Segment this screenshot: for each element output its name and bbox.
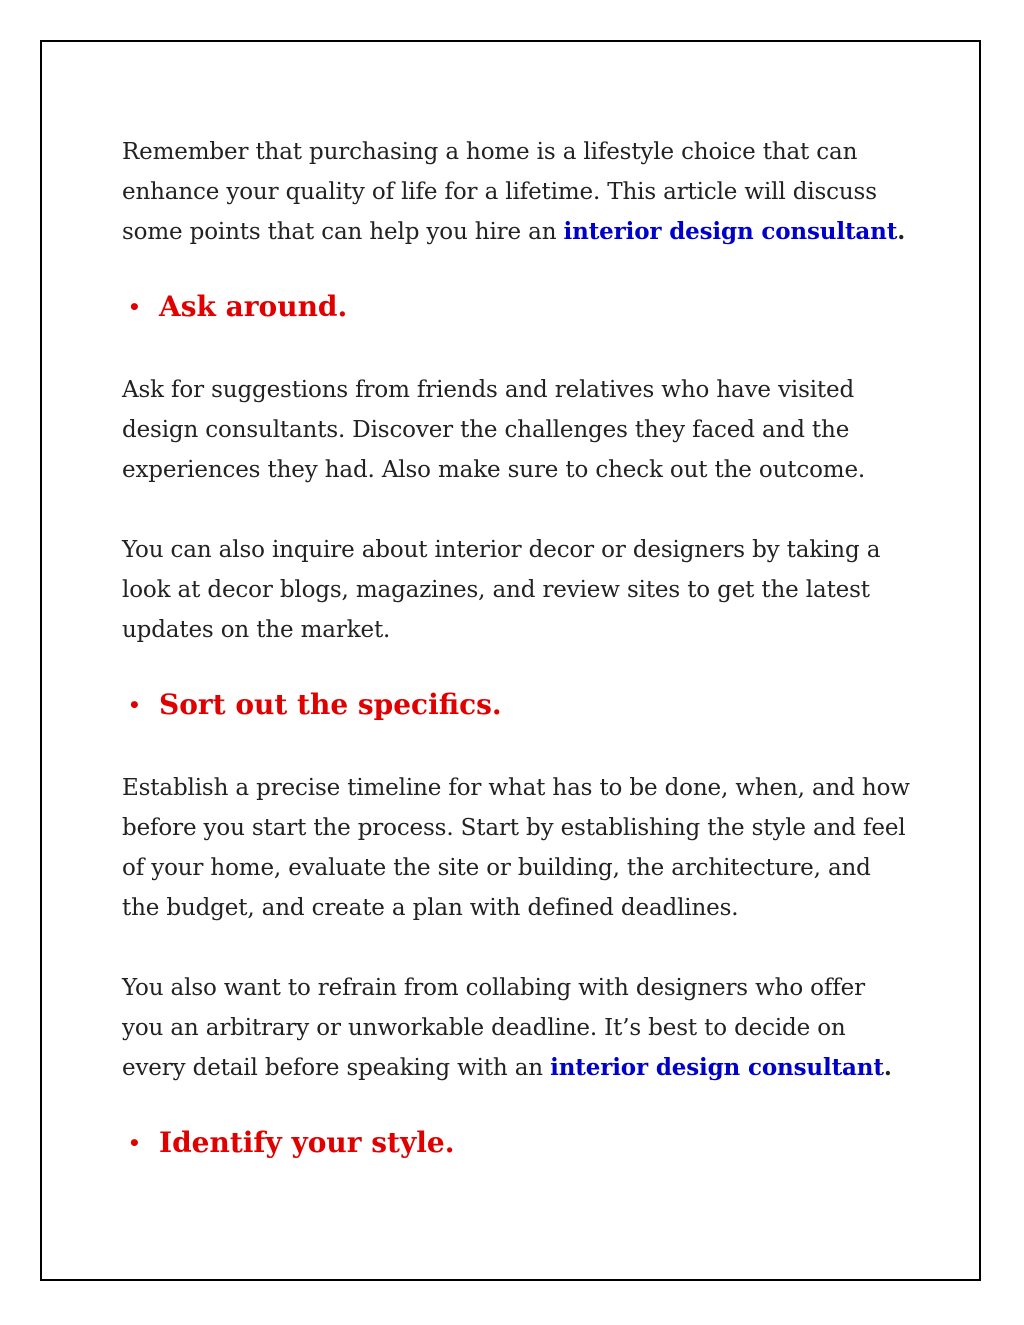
paragraph-refrain <box>122 968 912 1088</box>
paragraph-suggestions: Ask for suggestions from friends and relatives who have visited design consultants. Discover the challenges they faced and the experiences they had. Also make sure to check out the outcome. <box>122 377 866 483</box>
paragraph-timeline: Establish a precise timeline for what has to be done, when, and how before you start the process. Start by establishing the style and feel of your home, evaluate the site or building, the architecture, and the budget, and create a plan with defined deadlines. <box>122 775 910 921</box>
article-content <box>122 132 912 1163</box>
bullet-icon: • <box>128 693 141 717</box>
heading-sort-specifics <box>122 685 912 725</box>
heading-identify-style-text: Identify your style. <box>159 1126 455 1159</box>
page-frame <box>40 40 981 1281</box>
bullet-icon: • <box>128 295 141 319</box>
interior-design-consultant-link-2[interactable]: interior design consultant <box>550 1054 884 1081</box>
paragraph-inquire: You can also inquire about interior decor or designers by taking a look at decor blogs, magazines, and review sites to get the latest updates on the market. <box>122 537 881 643</box>
intro-period: . <box>897 218 906 245</box>
intro-text: Remember that purchasing a home is a lifestyle choice that can enhance your quality of life for a lifetime. This article will discuss some points that can help you hire an <box>122 139 877 245</box>
heading-identify-style <box>122 1123 912 1163</box>
intro-paragraph <box>122 132 912 252</box>
heading-ask-around <box>122 287 912 327</box>
bullet-icon: • <box>128 1131 141 1155</box>
refrain-period: . <box>883 1054 892 1081</box>
refrain-text: You also want to refrain from collabing with designers who offer you an arbitrary or unworkable deadline. It’s best to decide on every detail before speaking with an <box>122 975 865 1081</box>
heading-sort-specifics-text: Sort out the specifics. <box>159 688 502 721</box>
heading-ask-around-text: Ask around. <box>159 290 348 323</box>
interior-design-consultant-link[interactable]: interior design consultant <box>563 218 898 245</box>
